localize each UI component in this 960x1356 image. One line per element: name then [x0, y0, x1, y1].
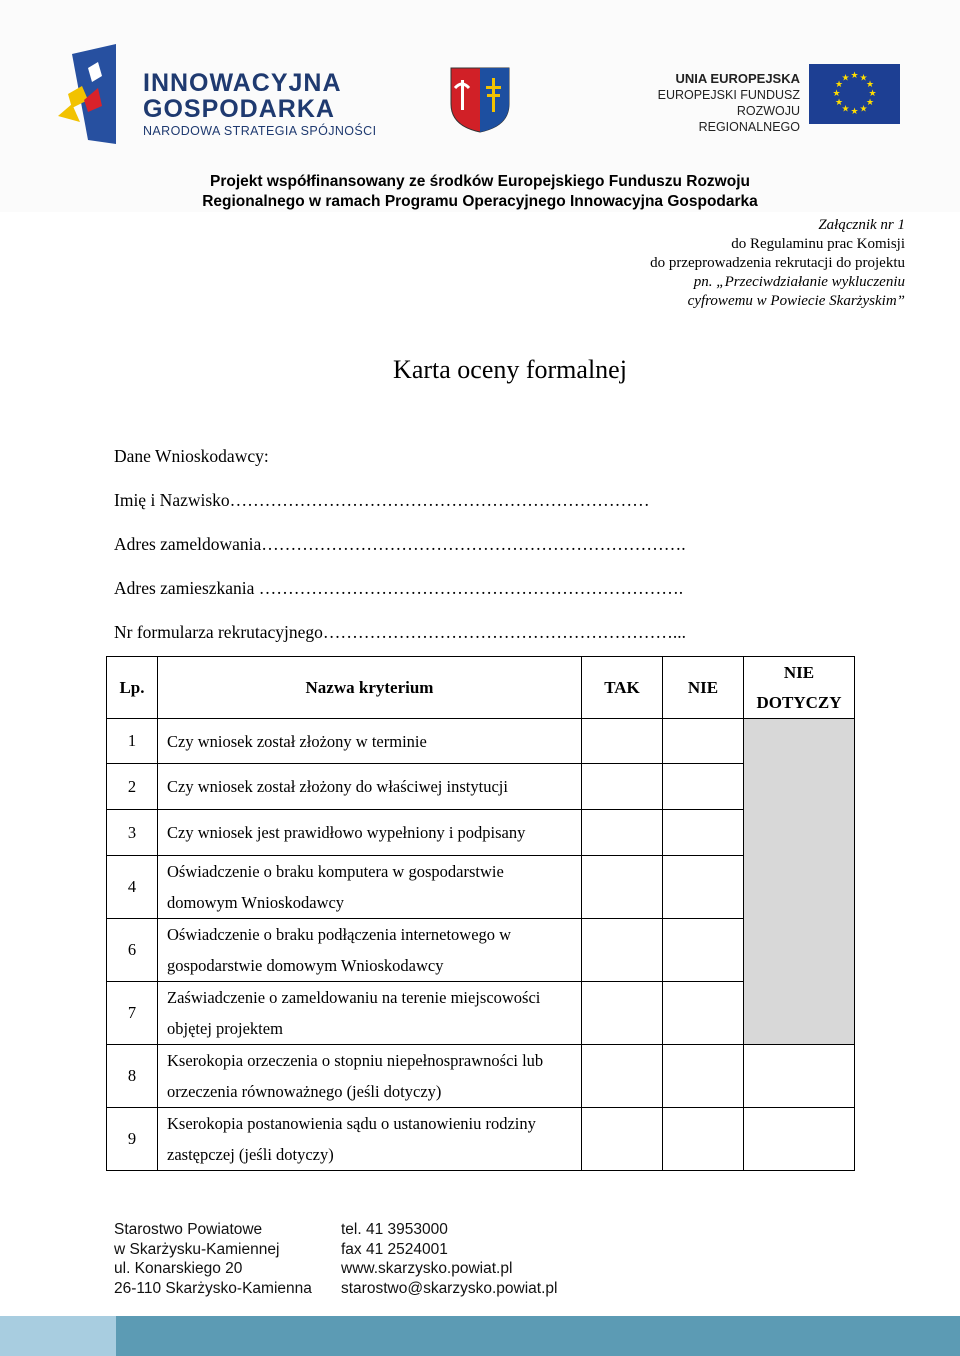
criterion-line2: zastępczej (jeśli dotyczy) — [167, 1145, 334, 1164]
row-criterion — [158, 1108, 582, 1171]
criterion-line1: Zaświadczenie o zameldowaniu na terenie miejscowości — [167, 988, 541, 1007]
table-row — [107, 919, 855, 982]
criterion-line2: objętej projektem — [167, 1019, 283, 1038]
row-criterion — [158, 1045, 582, 1108]
svg-text:★: ★ — [865, 98, 875, 108]
table-row — [107, 982, 855, 1045]
footer-fax: fax 41 2524001 — [341, 1240, 448, 1258]
row-lp: 2 — [107, 764, 158, 810]
svg-text:★: ★ — [834, 98, 844, 108]
nie-cell[interactable] — [663, 764, 744, 810]
tak-cell[interactable] — [582, 1108, 663, 1171]
footer-address — [114, 1220, 312, 1298]
footer-email-link[interactable]: starostwo@skarzysko.powiat.pl — [341, 1279, 558, 1297]
row-criterion — [158, 919, 582, 982]
applicant-label: Dane Wnioskodawcy: — [114, 446, 269, 466]
logo-line2: GOSPODARKA — [143, 95, 335, 123]
residence-address-field: Adres zamieszkania ………………………………………………………………. — [114, 578, 684, 598]
nie-cell[interactable] — [663, 810, 744, 856]
svg-text:★: ★ — [850, 71, 859, 81]
applicant-fields — [114, 444, 686, 664]
table-row — [107, 810, 855, 856]
not-applicable-cell[interactable] — [744, 1045, 855, 1108]
table-row — [107, 719, 855, 764]
page-title: Karta oceny formalnej — [393, 355, 627, 384]
svg-text:★: ★ — [868, 89, 877, 99]
registered-address-field: Adres zameldowania………………………………………………………………. — [114, 534, 686, 554]
eu-line3: ROZWOJU REGIONALNEGO — [698, 104, 800, 134]
annex-note — [505, 216, 905, 311]
header-name: Nazwa kryterium — [158, 657, 582, 719]
svg-text:★: ★ — [859, 104, 868, 115]
footer-line: Starostwo Powiatowe — [114, 1221, 263, 1238]
logo-text — [143, 70, 376, 140]
footer-phone: tel. 41 3953000 — [341, 1221, 448, 1238]
tak-cell[interactable] — [582, 719, 663, 764]
annex-line5: cyfrowemu w Powiecie Skarżyskim” — [687, 293, 905, 309]
form-number-field: Nr formularza rekrutacyjnego……………………………………………………... — [114, 622, 687, 642]
annex-line3: do przeprowadzenia rekrutacji do projektu — [650, 255, 905, 271]
svg-text:★: ★ — [841, 73, 850, 84]
header-tak: TAK — [582, 657, 663, 719]
row-lp: 1 — [107, 719, 158, 764]
eu-line1: UNIA EUROPEJSKA — [675, 71, 800, 86]
table-row — [107, 1108, 855, 1171]
name-field: Imię i Nazwisko……………………………………………………………… — [114, 490, 650, 510]
criterion-line1: Kserokopia postanowienia sądu o ustanowieniu rodziny — [167, 1114, 536, 1133]
tak-cell[interactable] — [582, 919, 663, 982]
criterion-line2: gospodarstwie domowym Wnioskodawcy — [167, 956, 444, 975]
eu-line2: EUROPEJSKI FUNDUSZ — [657, 88, 800, 102]
svg-text:★: ★ — [859, 73, 868, 84]
project-statement — [110, 172, 850, 212]
footer-bar-dark — [116, 1316, 960, 1356]
annex-line1: Załącznik nr 1 — [818, 217, 905, 233]
nie-cell[interactable] — [663, 856, 744, 919]
tak-cell[interactable] — [582, 856, 663, 919]
header-not-applicable — [744, 657, 855, 719]
table-row — [107, 1045, 855, 1108]
eu-flag-icon — [809, 64, 900, 124]
coat-of-arms-icon — [449, 66, 511, 134]
criterion-line2: domowym Wnioskodawcy — [167, 893, 345, 912]
nie-cell[interactable] — [663, 919, 744, 982]
tak-cell[interactable] — [582, 764, 663, 810]
tak-cell[interactable] — [582, 1045, 663, 1108]
row-criterion: Czy wniosek jest prawidłowo wypełniony i podpisany — [158, 810, 582, 856]
header-nd-line2: DOTYCZY — [756, 692, 842, 712]
not-applicable-disabled-cell — [744, 719, 855, 1045]
row-lp: 9 — [107, 1108, 158, 1171]
criterion-line1: Oświadczenie o braku podłączenia internetowego w — [167, 925, 512, 944]
footer-contact — [341, 1220, 557, 1298]
criterion-line1: Oświadczenie o braku komputera w gospodarstwie — [167, 862, 504, 881]
criterion-line1: Kserokopia orzeczenia o stopniu niepełnosprawności lub — [167, 1051, 544, 1070]
logo-line3: NARODOWA STRATEGIA SPÓJNOŚCI — [143, 124, 377, 138]
table-row — [107, 856, 855, 919]
not-applicable-cell[interactable] — [744, 1108, 855, 1171]
row-criterion: Czy wniosek został złożony w terminie — [158, 719, 582, 764]
row-lp: 7 — [107, 982, 158, 1045]
row-criterion — [158, 982, 582, 1045]
criteria-table — [106, 656, 855, 1171]
project-line2: Regionalnego w ramach Programu Operacyjnego Innowacyjna Gospodarka — [202, 193, 758, 210]
row-lp: 4 — [107, 856, 158, 919]
header-nie: NIE — [663, 657, 744, 719]
svg-text:★: ★ — [865, 80, 875, 90]
tak-cell[interactable] — [582, 982, 663, 1045]
table-row — [107, 764, 855, 810]
svg-text:★: ★ — [834, 80, 844, 90]
row-lp: 8 — [107, 1045, 158, 1108]
table-header-row — [107, 657, 855, 719]
criterion-line2: orzeczenia równoważnego (jeśli dotyczy) — [167, 1082, 442, 1101]
annex-line2: do Regulaminu prac Komisji — [731, 236, 905, 252]
footer-bar-light — [0, 1316, 116, 1356]
svg-text:★: ★ — [850, 107, 859, 117]
row-lp: 3 — [107, 810, 158, 856]
nie-cell[interactable] — [663, 719, 744, 764]
footer-line: 26-110 Skarżysko-Kamienna — [114, 1279, 312, 1297]
logo-line1: INNOWACYJNA — [143, 69, 342, 97]
svg-text:★: ★ — [832, 89, 841, 99]
svg-text:★: ★ — [841, 104, 850, 115]
footer-line: ul. Konarskiego 20 — [114, 1260, 243, 1277]
annex-line4: pn. „Przeciwdziałanie wykluczeniu — [693, 274, 905, 290]
nie-cell[interactable] — [663, 1108, 744, 1171]
footer-website-link[interactable]: www.skarzysko.powiat.pl — [341, 1260, 513, 1277]
footer-line: w Skarżysku-Kamiennej — [114, 1240, 280, 1258]
nie-cell[interactable] — [663, 1045, 744, 1108]
tak-cell[interactable] — [582, 810, 663, 856]
nie-cell[interactable] — [663, 982, 744, 1045]
eu-fund-label — [640, 71, 800, 135]
row-criterion: Czy wniosek został złożony do właściwej instytucji — [158, 764, 582, 810]
row-lp: 6 — [107, 919, 158, 982]
header-nd-line1: NIE — [783, 662, 815, 682]
header-lp: Lp. — [107, 657, 158, 719]
project-line1: Projekt współfinansowany ze środków Europejskiego Funduszu Rozwoju — [210, 173, 750, 190]
row-criterion — [158, 856, 582, 919]
